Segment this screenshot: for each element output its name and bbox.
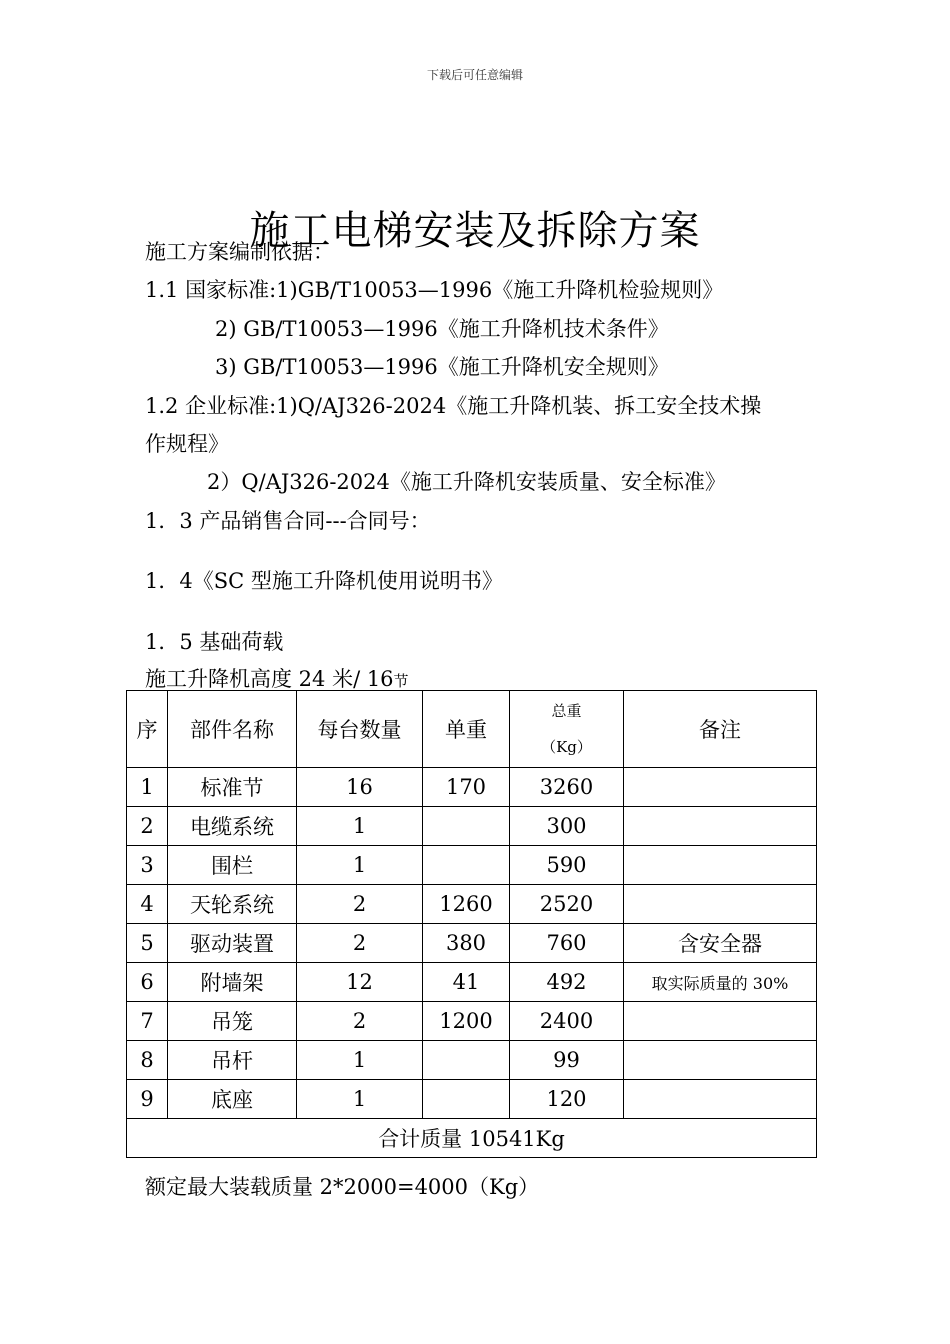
cell-seq: 8: [127, 1041, 168, 1080]
cell-total-weight: 2400: [510, 1002, 624, 1041]
cell-unit-weight: 1200: [423, 1002, 510, 1041]
cell-quantity: 1: [297, 807, 423, 846]
rated-load-line: 额定最大装载质量 2*2000=4000（Kg）: [145, 1175, 540, 1199]
header-remark: 备注: [624, 691, 817, 768]
table-row: [127, 846, 817, 885]
cell-seq: 4: [127, 885, 168, 924]
header-note: 下载后可任意编辑: [426, 68, 523, 82]
cell-part-name: 驱动装置: [168, 924, 297, 963]
item-1-5-foundation-load: 1．5 基础荷载: [145, 630, 284, 654]
header-part-name: 部件名称: [168, 691, 297, 768]
cell-unit-weight: 41: [423, 963, 510, 1002]
cell-remark: [624, 1080, 817, 1119]
cell-unit-weight: [423, 846, 510, 885]
cell-seq: 2: [127, 807, 168, 846]
cell-total-weight: 300: [510, 807, 624, 846]
header-unit-weight: 单重: [423, 691, 510, 768]
cell-total-weight: 2520: [510, 885, 624, 924]
total-mass-cell: 合计质量 10541Kg: [127, 1119, 817, 1158]
cell-remark: [624, 885, 817, 924]
cell-unit-weight: [423, 807, 510, 846]
item-1-3-contract: 1．3 产品销售合同---合同号：: [145, 509, 431, 533]
cell-unit-weight: 380: [423, 924, 510, 963]
header-total-weight-unit: （Kg）: [541, 738, 592, 756]
cell-remark: [624, 768, 817, 807]
national-standard-line-3: 3) GB/T10053—1996《施工升降机安全规则》: [215, 355, 669, 379]
lift-height-line: [145, 663, 409, 693]
cell-quantity: 2: [297, 885, 423, 924]
document-title: 施工电梯安装及拆除方案: [249, 207, 701, 254]
item-1-4-manual: 1．4《SC 型施工升降机使用说明书》: [145, 569, 503, 593]
cell-quantity: 1: [297, 1080, 423, 1119]
cell-seq: 1: [127, 768, 168, 807]
cell-total-weight: 3260: [510, 768, 624, 807]
cell-seq: 3: [127, 846, 168, 885]
cell-seq: 5: [127, 924, 168, 963]
cell-part-name: 底座: [168, 1080, 297, 1119]
header-total-weight: [510, 691, 624, 768]
national-standard-line-1: 1.1 国家标准:1)GB/T10053—1996《施工升降机检验规则》: [145, 278, 724, 302]
cell-seq: 9: [127, 1080, 168, 1119]
lift-height-text: 施工升降机高度 24 米/ 16: [145, 667, 394, 691]
table-row: [127, 1002, 817, 1041]
cell-quantity: 1: [297, 846, 423, 885]
header-total-weight-label: 总重: [551, 702, 582, 720]
cell-seq: 6: [127, 963, 168, 1002]
cell-remark: [624, 1041, 817, 1080]
cell-total-weight: 99: [510, 1041, 624, 1080]
cell-unit-weight: 170: [423, 768, 510, 807]
cell-remark: 含安全器: [624, 924, 817, 963]
basis-heading: 施工方案编制依据：: [145, 240, 334, 264]
cell-total-weight: 492: [510, 963, 624, 1002]
header-seq: 序: [127, 691, 168, 768]
header-quantity: 每台数量: [297, 691, 423, 768]
cell-part-name: 电缆系统: [168, 807, 297, 846]
cell-part-name: 天轮系统: [168, 885, 297, 924]
enterprise-standard-line-1: 1.2 企业标准:1)Q/AJ326-2024《施工升降机装、拆工安全技术操: [145, 394, 762, 418]
cell-quantity: 16: [297, 768, 423, 807]
cell-remark: [624, 846, 817, 885]
enterprise-standard-line-2: 2）Q/AJ326-2024《施工升降机安装质量、安全标准》: [207, 470, 726, 494]
cell-part-name: 围栏: [168, 846, 297, 885]
cell-part-name: 标准节: [168, 768, 297, 807]
cell-remark: [624, 807, 817, 846]
cell-quantity: 12: [297, 963, 423, 1002]
cell-quantity: 2: [297, 1002, 423, 1041]
table-header-row: [127, 691, 817, 768]
cell-seq: 7: [127, 1002, 168, 1041]
cell-quantity: 2: [297, 924, 423, 963]
cell-part-name: 吊杆: [168, 1041, 297, 1080]
table-row: [127, 963, 817, 1002]
table-row: [127, 885, 817, 924]
cell-unit-weight: 1260: [423, 885, 510, 924]
table-total-row: [127, 1119, 817, 1158]
cell-quantity: 1: [297, 1041, 423, 1080]
cell-remark: 取实际质量的 30%: [624, 963, 817, 1002]
table-row: [127, 768, 817, 807]
cell-remark: [624, 1002, 817, 1041]
cell-total-weight: 760: [510, 924, 624, 963]
table-row: [127, 1041, 817, 1080]
national-standard-line-2: 2) GB/T10053—1996《施工升降机技术条件》: [215, 317, 669, 341]
cell-total-weight: 120: [510, 1080, 624, 1119]
table-row: [127, 807, 817, 846]
enterprise-standard-line-1-cont: 作规程》: [145, 432, 229, 456]
cell-unit-weight: [423, 1041, 510, 1080]
cell-part-name: 附墙架: [168, 963, 297, 1002]
table-row: [127, 924, 817, 963]
table-row: [127, 1080, 817, 1119]
cell-part-name: 吊笼: [168, 1002, 297, 1041]
foundation-load-table: [126, 690, 817, 1158]
cell-unit-weight: [423, 1080, 510, 1119]
lift-height-unit: 节: [393, 672, 409, 690]
cell-total-weight: 590: [510, 846, 624, 885]
